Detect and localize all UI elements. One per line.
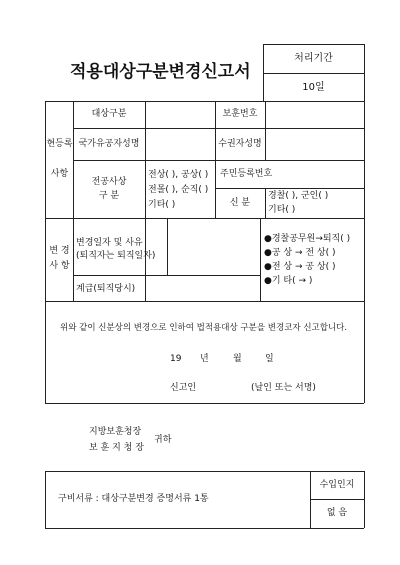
revenue-stamp-label: 수입인지	[319, 480, 355, 490]
merit-person-name-field[interactable]	[146, 129, 214, 160]
recipient-line-2: 보 훈 지 청 장	[89, 443, 144, 453]
rank-at-retirement-field[interactable]	[168, 276, 259, 301]
target-category-label: 대상구분	[91, 109, 127, 119]
processing-period-value: 10일	[302, 82, 325, 93]
form-title: 적용대상구분변경신고서	[70, 62, 251, 82]
resident-number-field[interactable]	[282, 161, 363, 187]
section-change-label-bottom: 사 항	[49, 261, 70, 271]
change-date-reason-field[interactable]	[168, 219, 259, 275]
section-current-label-top: 현등록	[46, 139, 73, 149]
war-injury-category-label-bottom: 구 분	[98, 191, 120, 201]
revenue-stamp-value: 없 음	[326, 508, 348, 518]
merit-person-name-label: 국가유공자성명	[78, 139, 140, 149]
change-date-reason-label-line2: (퇴직자는 퇴직일자)	[76, 251, 156, 261]
date-year-unit: 년	[200, 354, 209, 364]
change-option-3[interactable]: ●전 상 → 공 상( )	[264, 262, 336, 272]
change-date-reason-label-line1: 변경일자 및 사유	[76, 238, 143, 248]
injury-option-1[interactable]: 전상( ), 공상( )	[148, 170, 209, 180]
veteran-number-label: 보훈번호	[222, 109, 258, 119]
status-label: 신 분	[229, 198, 251, 208]
injury-option-2[interactable]: 전몰( ), 순직( )	[148, 185, 209, 195]
change-option-1[interactable]: ●경찰공무원→퇴직( )	[264, 234, 351, 244]
processing-period-label: 처리기간	[294, 53, 333, 64]
rank-at-retirement-label: 계급(퇴직당시)	[76, 284, 136, 294]
recipient-suffix: 귀하	[154, 435, 172, 445]
war-injury-category-label-top: 전공사상	[91, 177, 127, 187]
date-month-unit: 월	[233, 354, 242, 364]
status-option-1[interactable]: 경찰( ), 군인( )	[268, 191, 329, 201]
beneficiary-name-field[interactable]	[266, 129, 363, 160]
section-change-label-top: 변 경	[49, 246, 70, 256]
resident-number-label: 주민등록번호	[220, 169, 273, 179]
date-day-unit: 일	[265, 354, 274, 364]
status-option-2[interactable]: 기타( )	[268, 205, 296, 215]
target-category-field[interactable]	[146, 102, 214, 128]
section-current-label-bottom: 사항	[50, 169, 69, 179]
veteran-number-field[interactable]	[266, 102, 363, 128]
declaration-text: 위와 같이 신분상의 변경으로 인하여 법적용대상 구분을 변경코자 신고합니다.	[60, 323, 348, 333]
signer-label: 신고인	[170, 383, 197, 393]
required-documents: 구비서류 : 대상구분변경 증명서류 1통	[58, 494, 209, 504]
injury-option-3[interactable]: 기타( )	[148, 200, 176, 210]
beneficiary-name-label: 수권자성명	[218, 139, 262, 149]
date-year-prefix: 19	[170, 354, 182, 364]
change-option-2[interactable]: ●공 상 → 전 상( )	[264, 248, 336, 258]
signature-seal-label: (날인 또는 서명)	[251, 383, 316, 393]
recipient-line-1: 지방보훈청장	[89, 427, 142, 437]
change-option-4[interactable]: ●기 타( → )	[264, 276, 313, 286]
